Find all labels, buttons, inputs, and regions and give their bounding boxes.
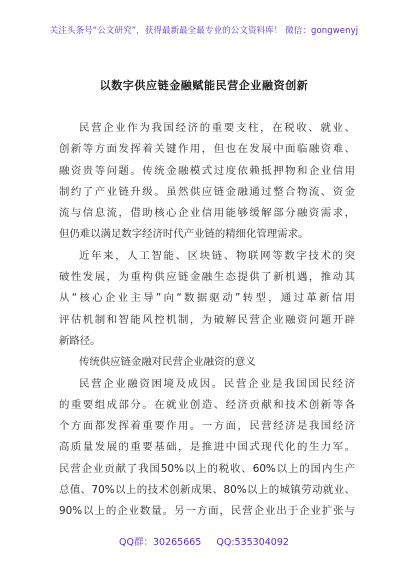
text-line: 流与信息流，借助核心企业信用能够缓解部分融资需求， — [59, 207, 355, 220]
text-line: 高质量发展的重要基础，是推进中国式现代化的生力军。 — [59, 441, 355, 454]
text-line: 90%以上的企业数量。另一方面，民营企业出于企业扩张与 — [59, 505, 355, 518]
text-line: 民营企业融资困境及成因。民营企业是我国国民经济 — [79, 377, 355, 390]
paragraph-background — [59, 246, 355, 352]
footer-qq-group: QQ群：30265665 — [119, 537, 202, 548]
paragraph-section — [59, 374, 355, 523]
text-line: 总值、70%以上的技术创新成果、80%以上的城镇劳动就业、 — [59, 484, 355, 497]
text-line: 破性发展，为重构供应链金融生态提供了新机遇，推动其 — [59, 271, 355, 284]
text-line: 民营企业贡献了我国50%以上的税收、60%以上的国内生产 — [59, 462, 355, 475]
text-line: 创新等方面发挥着关键作用，但也在发展中面临融资难、 — [59, 143, 355, 156]
section-heading: 传统供应链金融对民营企业融资的意义 — [79, 356, 256, 369]
document-title: 以数字供应链金融赋能民营企业融资创新 — [99, 79, 309, 92]
header-promo-note: 关注头条号“公文研究”，获得最新最全最专业的公文资料库！ 微信：gongwenyj — [49, 26, 359, 36]
footer-contact — [0, 534, 408, 548]
text-line: 的重要组成部分。在就业创造、经济贡献和技术创新等各 — [59, 398, 355, 411]
text-line: 从“核心企业主导”向“数据驱动”转型，通过革新信用 — [59, 292, 355, 305]
text-line: 融资贵等问题。传统金融模式过度依赖抵押物和企业信用 — [59, 164, 355, 177]
document-body — [59, 118, 355, 523]
text-line: 但仍难以满足数字经济时代产业链的精细化管理需求。 — [59, 228, 309, 241]
text-line: 新路径。 — [59, 334, 101, 347]
text-line: 评估机制和智能风控机制，为破解民营企业融资问题开辟 — [59, 313, 355, 326]
paragraph-intro — [59, 118, 355, 246]
text-line: 制约了产业链升级。虽然供应链金融通过整合物流、资金 — [59, 185, 355, 198]
footer-qq: QQ:535304092 — [216, 537, 289, 548]
text-line: 个方面都发挥着重要作用。一方面，民营经济是我国经济 — [59, 420, 355, 433]
text-line: 民营企业作为我国经济的重要支柱，在税收、就业、 — [79, 122, 355, 134]
text-line: 近年来，人工智能、区块链、物联网等数字技术的突 — [79, 249, 355, 262]
